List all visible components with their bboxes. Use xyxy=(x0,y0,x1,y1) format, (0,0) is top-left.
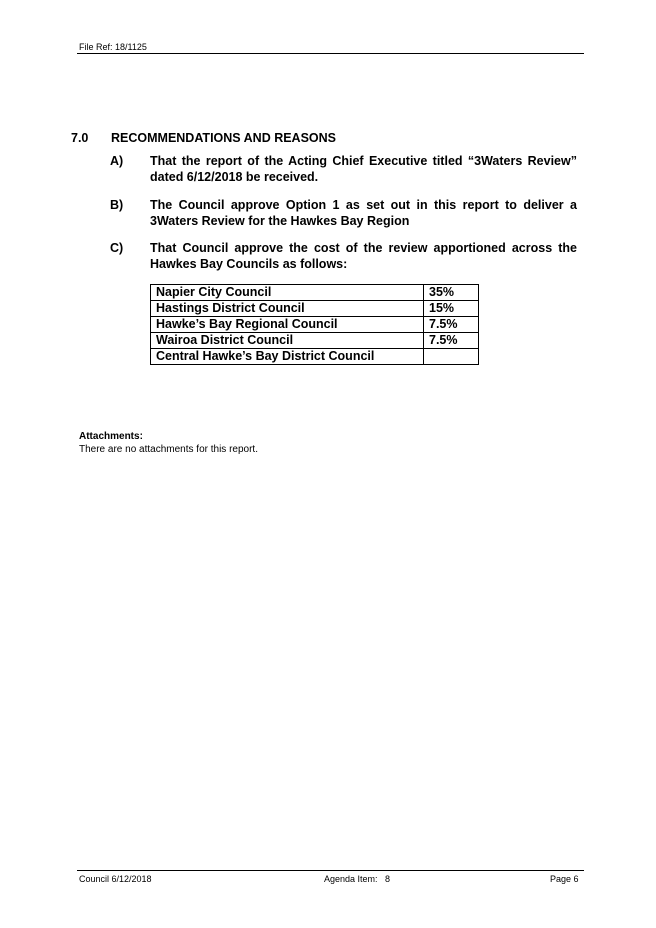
section-heading xyxy=(71,131,336,145)
council-name-cell: Hastings District Council xyxy=(151,301,424,317)
recommendation-b xyxy=(110,197,577,229)
recommendation-letter: C) xyxy=(110,241,124,255)
table-row xyxy=(151,317,479,333)
recommendation-text: That the report of the Acting Chief Executive titled “3Waters Review” dated 6/12/2018 be received. xyxy=(150,154,577,184)
table-row xyxy=(151,333,479,349)
attachments-text: There are no attachments for this report. xyxy=(79,444,258,455)
share-cell: 35% xyxy=(424,285,479,301)
cost-apportionment-table xyxy=(150,284,479,365)
attachments-heading: Attachments: xyxy=(79,431,143,442)
table-row xyxy=(151,285,479,301)
council-name-cell: Central Hawke’s Bay District Council xyxy=(151,349,424,365)
footer-divider xyxy=(77,870,584,871)
council-name-cell: Hawke’s Bay Regional Council xyxy=(151,317,424,333)
header-divider xyxy=(77,53,584,54)
recommendation-text: The Council approve Option 1 as set out in this report to deliver a 3Waters Review for the Hawkes Bay Region xyxy=(150,198,577,228)
recommendation-letter: A) xyxy=(110,154,124,168)
share-cell: 7.5% xyxy=(424,317,479,333)
council-name-cell: Wairoa District Council xyxy=(151,333,424,349)
footer-page-number: Page 6 xyxy=(550,874,579,884)
section-title: RECOMMENDATIONS AND REASONS xyxy=(111,131,337,145)
recommendation-letter: B) xyxy=(110,198,124,212)
footer-meeting-date: Council 6/12/2018 xyxy=(79,874,152,884)
recommendation-a xyxy=(110,153,577,185)
recommendation-c xyxy=(110,240,577,272)
table-row xyxy=(151,301,479,317)
share-cell xyxy=(424,349,479,365)
recommendation-text: That Council approve the cost of the review apportioned across the Hawkes Bay Councils as follows: xyxy=(150,241,577,271)
council-name-cell: Napier City Council xyxy=(151,285,424,301)
section-number: 7.0 xyxy=(71,131,89,145)
table-row xyxy=(151,349,479,365)
file-reference: File Ref: 18/1125 xyxy=(79,42,147,52)
share-cell: 7.5% xyxy=(424,333,479,349)
footer-agenda-item: Agenda Item: 8 xyxy=(324,874,391,884)
share-cell: 15% xyxy=(424,301,479,317)
